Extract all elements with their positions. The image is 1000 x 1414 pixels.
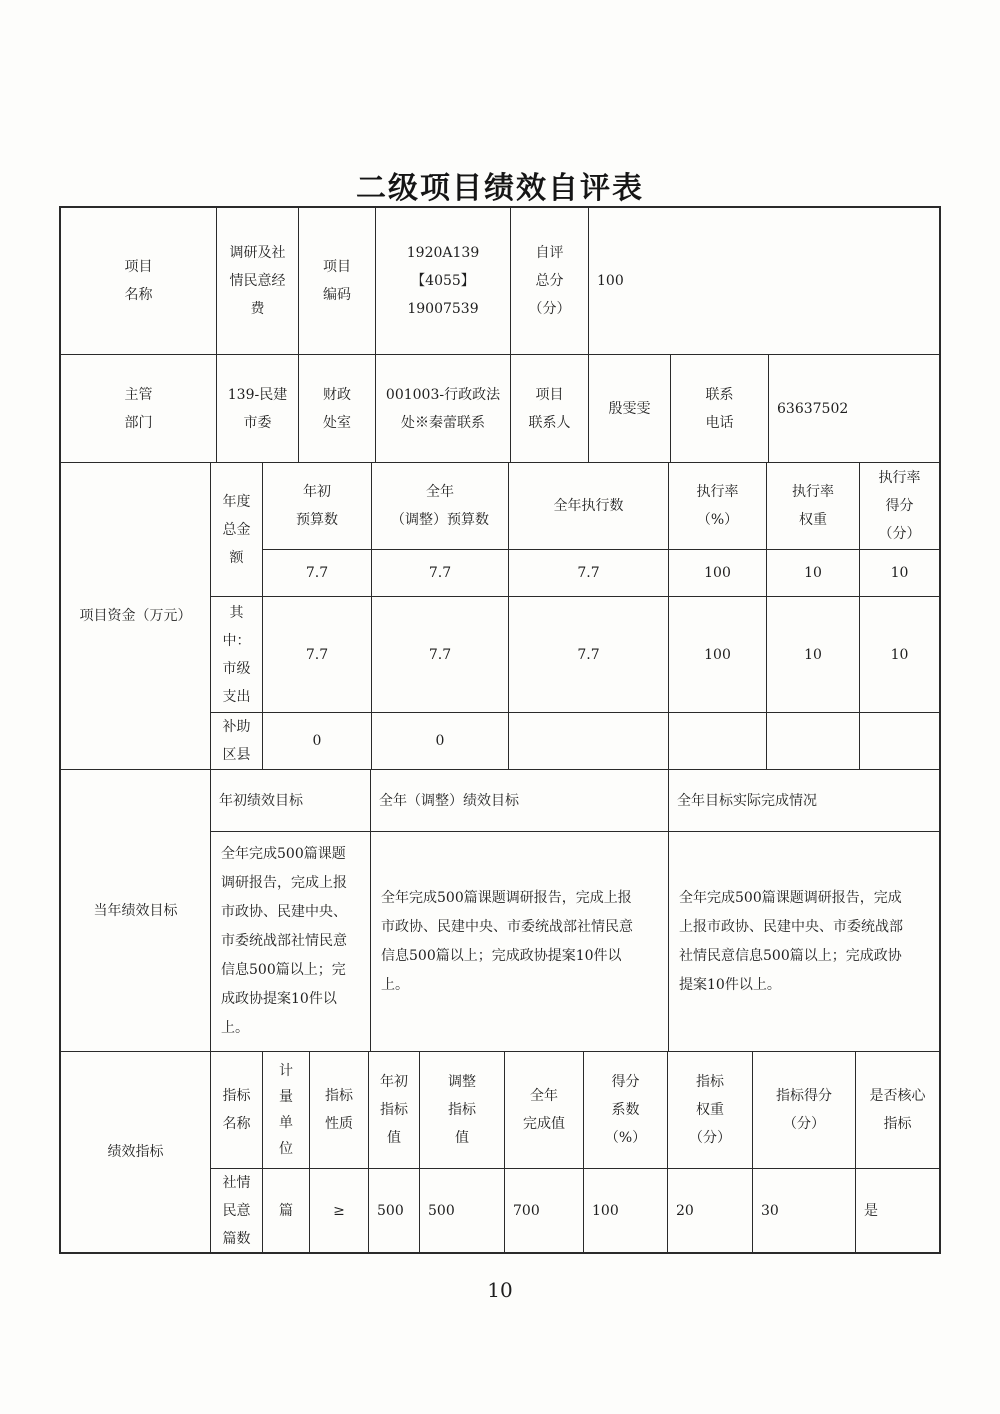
funds-header: 执行率 （%） xyxy=(696,484,739,528)
phone-label: 联系 电话 xyxy=(705,386,734,431)
city-row-cell: 100 xyxy=(704,646,731,663)
indicator-header: 计 量 单 位 xyxy=(279,1063,293,1157)
district-row-cell: 0 xyxy=(312,733,322,749)
indicator-header: 年初 指标 值 xyxy=(380,1074,408,1146)
self-score-value: 100 xyxy=(597,273,624,289)
indicator-cell: 社情 民意 篇数 xyxy=(222,1174,251,1247)
finance-label: 财政 处室 xyxy=(323,386,351,431)
goals-section-label: 当年绩效目标 xyxy=(93,902,178,919)
total-row-cell: 7.7 xyxy=(428,565,452,581)
indicator-cell: 700 xyxy=(513,1202,540,1219)
adjusted-goal-text: 全年完成500篇课题调研报告，完成上报 市政协、民建中央、市委统战部社情民意 信息500篇以上；完成政协提案10件以 上。 xyxy=(381,889,633,993)
indicator-cell: ≥ xyxy=(333,1202,345,1219)
indicator-header: 全年 完成值 xyxy=(523,1088,565,1132)
indicator-header: 指标 权重 （分） xyxy=(689,1074,731,1146)
indicator-header: 是否核心 指标 xyxy=(869,1088,926,1132)
indicator-cell: 500 xyxy=(377,1202,404,1219)
funds-header: 执行率 得分 （分） xyxy=(878,470,921,542)
total-row-cell: 7.7 xyxy=(577,565,600,581)
city-row-cell: 7.7 xyxy=(305,646,329,663)
indicator-header: 指标 性质 xyxy=(325,1088,353,1132)
indicator-cell: 篇 xyxy=(279,1202,293,1219)
indicator-header: 得分 系数 （%） xyxy=(604,1074,647,1146)
adjusted-goal-header: 全年（调整）绩效目标 xyxy=(379,792,519,809)
project-name-label: 项目 名称 xyxy=(124,259,153,303)
indicator-cell: 是 xyxy=(864,1202,878,1219)
city-row-cell: 10 xyxy=(804,646,822,663)
district-label: 补助 区县 xyxy=(222,719,251,763)
total-row-cell: 7.7 xyxy=(305,565,329,581)
total-row-cell: 10 xyxy=(890,565,909,581)
total-row-cell: 10 xyxy=(804,565,822,581)
indicator-cell: 500 xyxy=(428,1202,455,1219)
total-row-cell: 100 xyxy=(704,565,731,581)
funds-header: 年初 预算数 xyxy=(296,484,338,528)
project-name-value: 调研及社 情民意经 费 xyxy=(229,245,286,317)
indicator-cell: 100 xyxy=(592,1202,619,1219)
indicator-cell: 30 xyxy=(761,1202,779,1219)
indicators-section-label: 绩效指标 xyxy=(107,1144,164,1160)
total-amount-label: 年度 总金 额 xyxy=(222,493,251,566)
indicator-header: 指标 名称 xyxy=(222,1088,251,1132)
actual-completion-header: 全年目标实际完成情况 xyxy=(677,792,817,809)
page-title: 二级项目绩效自评表 xyxy=(356,171,644,206)
funds-header: 全年 （调整）预算数 xyxy=(391,484,489,528)
indicator-cell: 20 xyxy=(676,1202,694,1219)
city-row-cell: 10 xyxy=(890,646,909,663)
phone-value: 63637502 xyxy=(777,400,849,417)
indicator-header: 调整 指标 值 xyxy=(448,1074,476,1146)
contact-value: 殷雯雯 xyxy=(608,400,651,417)
city-expense-label: 其 中： 市级 支出 xyxy=(222,604,251,705)
funds-header: 全年执行数 xyxy=(553,498,624,514)
page-number: 10 xyxy=(487,1278,513,1302)
initial-goal-header: 年初绩效目标 xyxy=(219,792,303,809)
self-score-label: 自评 总分 （分） xyxy=(528,245,571,317)
indicator-header: 指标得分 （分） xyxy=(776,1088,832,1132)
actual-completion-text: 全年完成500篇课题调研报告，完成 上报市政协、民建中央、市委统战部 社情民意信息500篇以上；完成政协 提案10件以上。 xyxy=(679,889,903,993)
contact-label: 项目 联系人 xyxy=(528,386,571,431)
dept-value: 139-民建 市委 xyxy=(227,386,288,431)
project-code-label: 项目 编码 xyxy=(323,259,351,303)
dept-label: 主管 部门 xyxy=(124,386,153,431)
project-code-value: 1920A139 【4055】 19007539 xyxy=(406,245,480,317)
funds-header: 执行率 权重 xyxy=(792,484,834,528)
district-row-cell: 0 xyxy=(435,733,445,749)
funds-section-label: 项目资金（万元） xyxy=(79,608,192,624)
city-row-cell: 7.7 xyxy=(428,646,452,663)
initial-goal-text: 全年完成500篇课题 调研报告，完成上报 市政协、民建中央、 市委统战部社情民意 信息500篇以上；完 成政协提案10件以 上。 xyxy=(221,846,347,1036)
city-row-cell: 7.7 xyxy=(577,646,600,663)
finance-value: 001003-行政政法 处※秦蕾联系 xyxy=(385,386,501,431)
